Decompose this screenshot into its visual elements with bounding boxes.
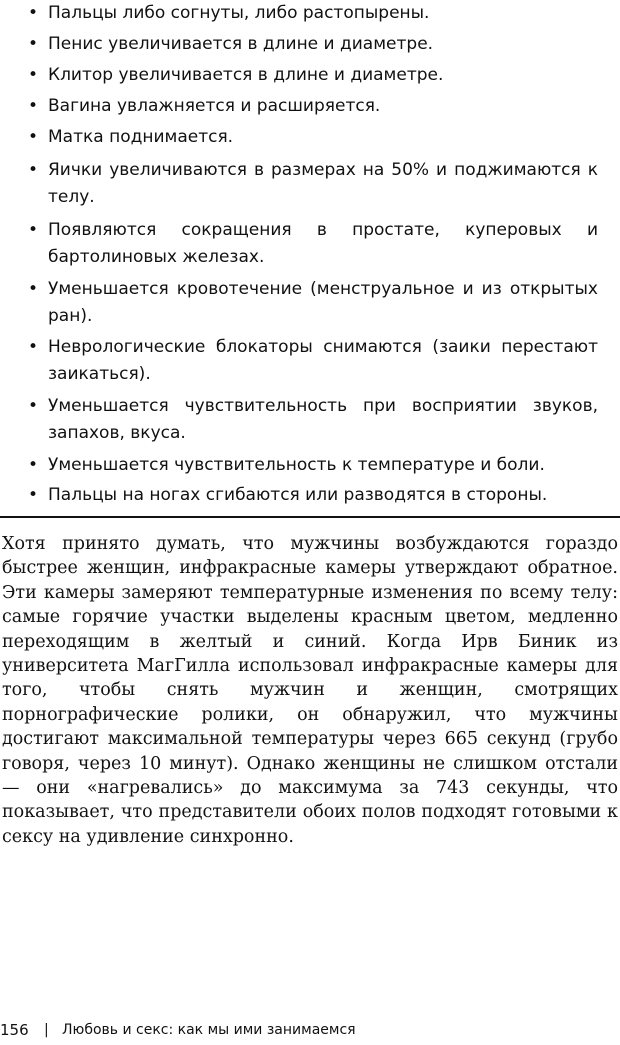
list-item-text: Яички увеличиваются в размерах на 50% и поджимаются к телу. — [48, 160, 598, 207]
list-item-text: Неврологические блокаторы снимаются (заики перестают заикаться). — [48, 337, 598, 384]
section-divider — [0, 516, 620, 518]
bullet-dot: • — [28, 337, 39, 357]
list-item-text: Пальцы на ногах сгибаются или разводятся в стороны. — [48, 485, 548, 505]
body-paragraph: Хотя принято думать, что мужчины возбуждаются гораздо быстрее женщин, инфракрасные камеры утверждают обратное. Эти камеры замеряют температурные изменения по всему телу: самые горячие участки выделены красным цветом, медленно переходящим в желтый и синий. Когда Ирв Биник из университета МагГилла использовал инфракрасные камеры для того, чтобы снять мужчин и женщин, смотрящих порнографические ролики, он обнаружил, что мужчины достигают максимальной температуры через 665 секунд (грубо говоря, через 10 минут). Однако женщины не слишком отстали — они «нагревались» до максимума за 743 секунды, что показывает, что представители обоих полов подходят готовыми к сексу на удивление синхронно. — [2, 534, 618, 847]
list-item — [28, 0, 598, 27]
bullet-dot: • — [28, 96, 39, 116]
list-item-text: Пальцы либо согнуты, либо растопырены. — [48, 3, 430, 23]
bullet-dot: • — [28, 3, 39, 23]
list-item — [28, 157, 598, 211]
list-item — [28, 124, 598, 151]
list-item — [28, 482, 598, 509]
list-item-text: Вагина увлажняется и расширяется. — [48, 96, 381, 116]
bullet-dot: • — [28, 34, 39, 54]
list-item-text: Пенис увеличивается в длине и диаметре. — [48, 34, 434, 54]
bullet-dot: • — [28, 279, 39, 299]
bullet-dot: • — [28, 160, 39, 180]
page-footer — [0, 1018, 620, 1042]
list-item — [28, 217, 598, 271]
bullet-dot: • — [28, 127, 39, 147]
bullet-list — [0, 0, 620, 515]
list-item — [28, 452, 598, 479]
list-item — [28, 93, 598, 120]
list-item-text: Уменьшается чувствительность к температуре и боли. — [48, 455, 545, 475]
list-item — [28, 62, 598, 89]
list-item — [28, 31, 598, 58]
list-item — [28, 276, 598, 330]
bullet-dot: • — [28, 220, 39, 240]
list-item-text: Клитор увеличивается в длине и диаметре. — [48, 65, 444, 85]
list-item-text: Уменьшается чувствительность при восприятии звуков, запахов, вкуса. — [48, 396, 598, 443]
bullet-dot: • — [28, 65, 39, 85]
list-item — [28, 393, 598, 447]
list-item — [28, 334, 598, 388]
list-item-text: Матка поднимается. — [48, 127, 234, 147]
bullet-dot: • — [28, 396, 39, 416]
page-number: 156 — [0, 1021, 29, 1039]
bullet-dot: • — [28, 455, 39, 475]
list-item-text: Появляются сокращения в простате, куперовых и бартолиновых железах. — [48, 220, 598, 267]
bullet-dot: • — [28, 485, 39, 505]
footer-separator: | — [44, 1022, 49, 1038]
list-item-text: Уменьшается кровотечение (менструальное и из открытых ран). — [48, 279, 598, 326]
running-title: Любовь и секс: как мы ими занимаемся — [62, 1022, 356, 1038]
